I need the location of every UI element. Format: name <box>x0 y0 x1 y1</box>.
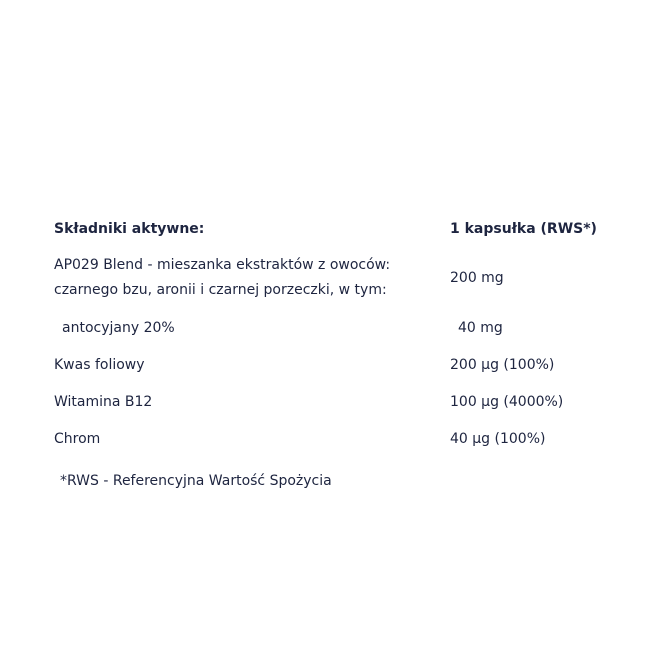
nutrition-table <box>54 216 614 464</box>
table-header-row <box>54 216 614 242</box>
ingredient-name-blend-line1: AP029 Blend - mieszanka ekstraktów z owoców: <box>54 257 391 273</box>
ingredient-name-blend-line2: czarnego bzu, aronii i czarnej porzeczki, w tym: <box>54 282 387 298</box>
table-row-blend <box>54 253 614 303</box>
ingredient-value-vitamin-b12: 100 µg (4000%) <box>450 394 564 410</box>
ingredient-value-chromium: 40 µg (100%) <box>450 431 546 447</box>
table-row-folic-acid <box>54 353 614 377</box>
table-row-vitamin-b12 <box>54 390 614 414</box>
ingredient-name-folic-acid: Kwas foliowy <box>54 357 145 373</box>
ingredient-name-chromium: Chrom <box>54 431 101 447</box>
header-ingredients-label: Składniki aktywne: <box>54 221 205 237</box>
ingredient-value-anthocyanins: 40 mg <box>458 320 503 336</box>
ingredient-value-blend: 200 mg <box>450 270 504 286</box>
header-serving-label: 1 kapsułka (RWS*) <box>450 221 597 237</box>
table-row-chromium <box>54 427 614 451</box>
rws-footnote: *RWS - Referencyjna Wartość Spożycia <box>60 473 332 489</box>
ingredient-value-folic-acid: 200 µg (100%) <box>450 357 555 373</box>
table-row-anthocyanins <box>54 316 614 340</box>
ingredient-name-vitamin-b12: Witamina B12 <box>54 394 153 410</box>
ingredient-name-anthocyanins: antocyjany 20% <box>62 320 175 336</box>
ingredient-name-blend <box>54 253 450 303</box>
